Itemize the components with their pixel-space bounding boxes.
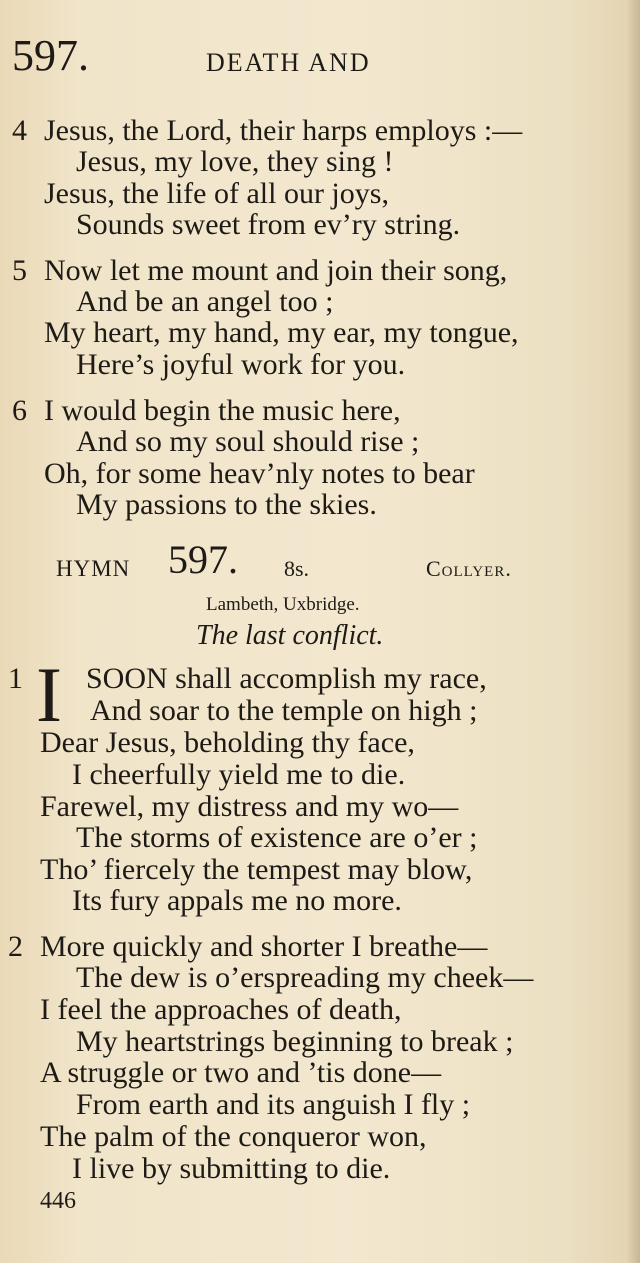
verse-line: I cheerfully yield me to die. [72,758,406,791]
verse-line: I live by submitting to die. [72,1152,391,1185]
page-number: 597. [12,31,89,80]
verse-line: SOON shall accomplish my race, [86,662,487,695]
verse-line: From earth and its anguish I fly ; [76,1088,471,1121]
verse-line: And be an angel too ; [76,285,334,318]
verse-line: The palm of the conqueror won, [40,1120,427,1153]
verse-line: My heart, my hand, my ear, my tongue, [44,316,519,349]
folio-number: 446 [40,1188,76,1214]
verse-line: Dear Jesus, beholding thy face, [40,726,415,759]
verse-number: 4 [12,114,27,147]
verse-line: I would begin the music here, [44,394,401,427]
verse-line: Its fury appals me no more. [72,884,402,917]
running-title: DEATH AND [206,48,371,77]
verse-line: My passions to the skies. [76,488,377,521]
hymn-label: HYMN [56,556,131,581]
hymn-author: Collyer. [426,556,512,581]
hymn-tunes: Lambeth, Uxbridge. [206,594,360,615]
verse-line: Jesus, my love, they sing ! [76,145,394,178]
verse-line: Tho’ fiercely the tempest may blow, [40,853,473,886]
verse-line: Jesus, the Lord, their harps employs :— [44,114,523,147]
verse-line: Now let me mount and join their song, [44,254,508,287]
verse-number: 2 [8,930,23,963]
verse-line: Sounds sweet from ev’ry string. [76,208,461,241]
verse-line: The storms of existence are o’er ; [76,821,478,854]
hymn-meter: 8s. [284,556,310,581]
verse-line: Jesus, the life of all our joys, [44,177,389,210]
spine-shadow [626,0,640,1263]
hymn-number: 597. [168,537,238,582]
verse-number: 1 [8,662,23,695]
verse-line: And soar to the temple on high ; [90,694,478,727]
verse-number: 6 [12,394,27,427]
drop-cap: I [36,651,62,738]
verse-line: I feel the approaches of death, [40,993,402,1026]
verse-line: My heartstrings beginning to break ; [76,1025,514,1058]
verse-line: More quickly and shorter I breathe— [40,930,488,963]
hymn-title: The last conflict. [196,620,384,651]
verse-line: A struggle or two and ’tis done— [40,1056,442,1089]
verse-line: The dew is o’erspreading my cheek— [76,961,534,994]
verse-number: 5 [12,254,27,287]
verse-line: Oh, for some heav’nly notes to bear [44,457,475,490]
verse-line: Here’s joyful work for you. [76,348,406,381]
verse-line: And so my soul should rise ; [76,425,420,458]
verse-line: Farewel, my distress and my wo— [40,790,459,823]
